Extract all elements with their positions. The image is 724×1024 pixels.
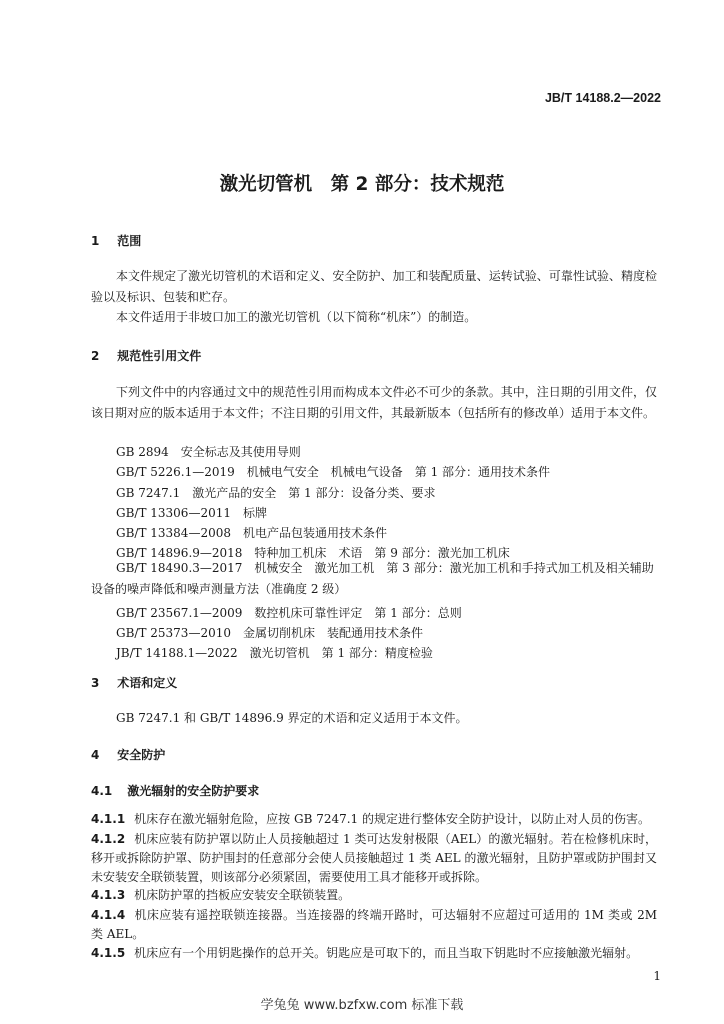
clause-4-1-5 [91,944,657,963]
clause-number: 4.1.5 [91,946,126,960]
reference-item: GB/T 23567.1—2009 数控机床可靠性评定 第 1 部分：总则 [116,606,462,620]
clause-text: 机床应装有遥控联锁连接器。当连接器的终端开路时，可达辐射不应超过可适用的 1M 类或 2M 类 AEL。 [91,908,657,941]
subsection-4-1-heading [91,782,259,799]
section-number: 4 [91,748,100,762]
clause-text: 机床应有一个用钥匙操作的总开关。钥匙应是可取下的，而且当取下钥匙时不应接触激光辐射。 [134,946,639,960]
section-number: 3 [91,676,100,690]
document-title: 激光切管机 第 2 部分：技术规范 [219,174,505,195]
terms-paragraph: GB 7247.1 和 GB/T 14896.9 界定的术语和定义适用于本文件。 [116,711,468,725]
reference-item: GB 2894 安全标志及其使用导则 [116,445,301,459]
reference-item: GB/T 25373—2010 金属切削机床 装配通用技术条件 [116,626,423,640]
section-3-heading [91,674,177,691]
clause-number: 4.1.4 [91,908,126,922]
download-watermark-footer: 学兔兔 www.bzfxw.com 标准下载 [260,998,464,1013]
clause-4-1-1 [91,810,657,829]
clause-number: 4.1.2 [91,832,126,846]
reference-item: GB/T 13306—2011 标牌 [116,506,267,520]
document-code: JB/T 14188.2—2022 [544,91,661,105]
section-number: 2 [91,349,100,363]
clause-4-1-2 [91,830,657,887]
clause-text: 机床防护罩的挡板应安装安全联锁装置。 [134,888,351,902]
reference-item: GB/T 14896.9—2018 特种加工机床 术语 第 9 部分：激光加工机床 [116,546,510,560]
reference-item: JB/T 14188.1—2022 激光切管机 第 1 部分：精度检验 [116,646,433,660]
section-4-heading [91,746,165,763]
clause-number: 4.1.3 [91,888,126,902]
section-number: 1 [91,234,100,248]
clause-text: 机床应装有防护罩以防止人员接触超过 1 类可达发射极限（AEL）的激光辐射。若在检修机床时，移开或拆除防护罩、防护围封的任意部分会使人员接触超过 1 类 AEL 的激光辐射，且防护罩或防护围封又未安装安全联锁装置，则该部分必须紧固，需要使用工具才能移开或拆除。 [91,832,657,884]
page-number: 1 [653,969,661,983]
scope-applicability: 本文件适用于非坡口加工的激光切管机（以下简称“机床”）的制造。 [116,310,477,324]
section-title: 安全防护 [117,748,166,762]
section-title: 术语和定义 [117,676,178,690]
scope-paragraph: 本文件规定了激光切管机的术语和定义、安全防护、加工和装配质量、运转试验、可靠性试验、精度检验以及标识、包装和贮存。 [91,269,657,304]
section-title: 规范性引用文件 [117,349,202,363]
reference-item: GB 7247.1 激光产品的安全 第 1 部分：设备分类、要求 [116,486,436,500]
clause-4-1-4 [91,906,657,944]
section-title: 范围 [117,234,142,248]
reference-item: GB/T 5226.1—2019 机械电气安全 机械电气设备 第 1 部分：通用技术条件 [116,465,551,479]
references-intro: 下列文件中的内容通过文中的规范性引用而构成本文件必不可少的条款。其中，注日期的引用文件，仅该日期对应的版本适用于本文件；不注日期的引用文件，其最新版本（包括所有的修改单）适用于本文件。 [91,385,657,420]
section-1-heading [91,232,141,249]
subsection-number: 4.1 [91,784,113,798]
clause-4-1-3 [91,886,657,905]
clause-number: 4.1.1 [91,812,126,826]
subsection-title: 激光辐射的安全防护要求 [127,784,260,798]
section-2-heading [91,347,201,364]
clause-text: 机床存在激光辐射危险，应按 GB 7247.1 的规定进行整体安全防护设计，以防止对人员的伤害。 [134,812,651,826]
reference-item: GB/T 18490.3—2017 机械安全 激光加工机 第 3 部分：激光加工机和手持式加工机及相关辅助设备的噪声降低和噪声测量方法（准确度 2 级） [91,561,654,596]
reference-item: GB/T 13384—2008 机电产品包装通用技术条件 [116,526,387,540]
